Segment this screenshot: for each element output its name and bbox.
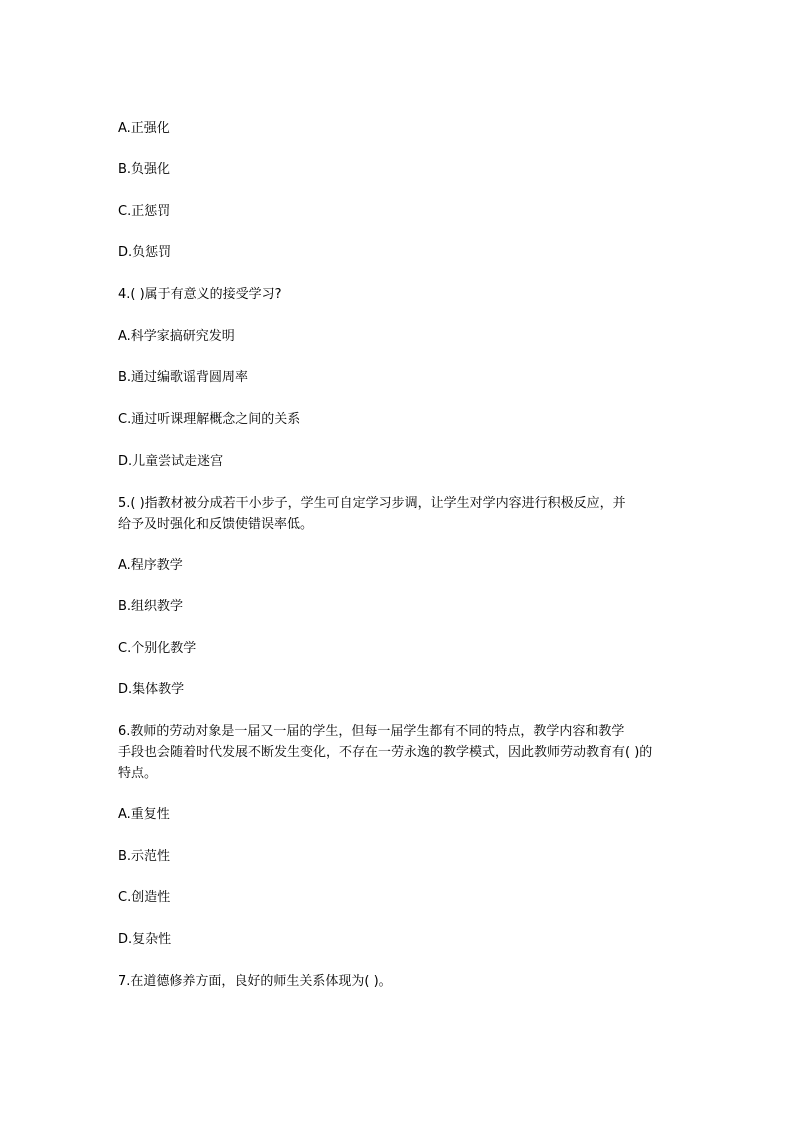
option-b: B.通过编歌谣背圆周率 [118, 370, 249, 385]
option-d: D.负惩罚 [118, 245, 172, 260]
option-b: B.组织教学 [118, 599, 184, 614]
option-c: C.正惩罚 [118, 204, 171, 219]
question-line: 特点。 [118, 766, 158, 781]
option-c: C.通过听课理解概念之间的关系 [118, 412, 301, 427]
option-d: D.儿童尝试走迷宫 [118, 454, 224, 469]
question-7: 7.在道德修养方面，良好的师生关系体现为( )。 [118, 974, 392, 989]
option-a: A.程序教学 [118, 558, 183, 573]
option-a: A.重复性 [118, 807, 170, 822]
option-c: C.创造性 [118, 890, 171, 905]
option-a: A.正强化 [118, 121, 170, 136]
option-c: C.个别化教学 [118, 641, 197, 656]
option-d: D.集体教学 [118, 682, 185, 697]
question-5 [118, 493, 626, 535]
option-d: D.复杂性 [118, 932, 172, 947]
question-4: 4.( )属于有意义的接受学习? [118, 287, 282, 302]
question-6 [118, 721, 652, 784]
question-line: 5.( )指教材被分成若干小步子，学生可自定学习步调，让学生对学内容进行积极反应，并 [118, 496, 626, 511]
option-b: B.示范性 [118, 849, 171, 864]
question-line: 给予及时强化和反馈使错误率低。 [118, 517, 314, 532]
question-line: 手段也会随着时代发展不断发生变化，不存在一劳永逸的教学模式，因此教师劳动教育有( )的 [118, 745, 653, 760]
option-a: A.科学家搞研究发明 [118, 329, 235, 344]
question-line: 6.教师的劳动对象是一届又一届的学生，但每一届学生都有不同的特点，教学内容和教学 [118, 724, 625, 739]
option-b: B.负强化 [118, 162, 171, 177]
